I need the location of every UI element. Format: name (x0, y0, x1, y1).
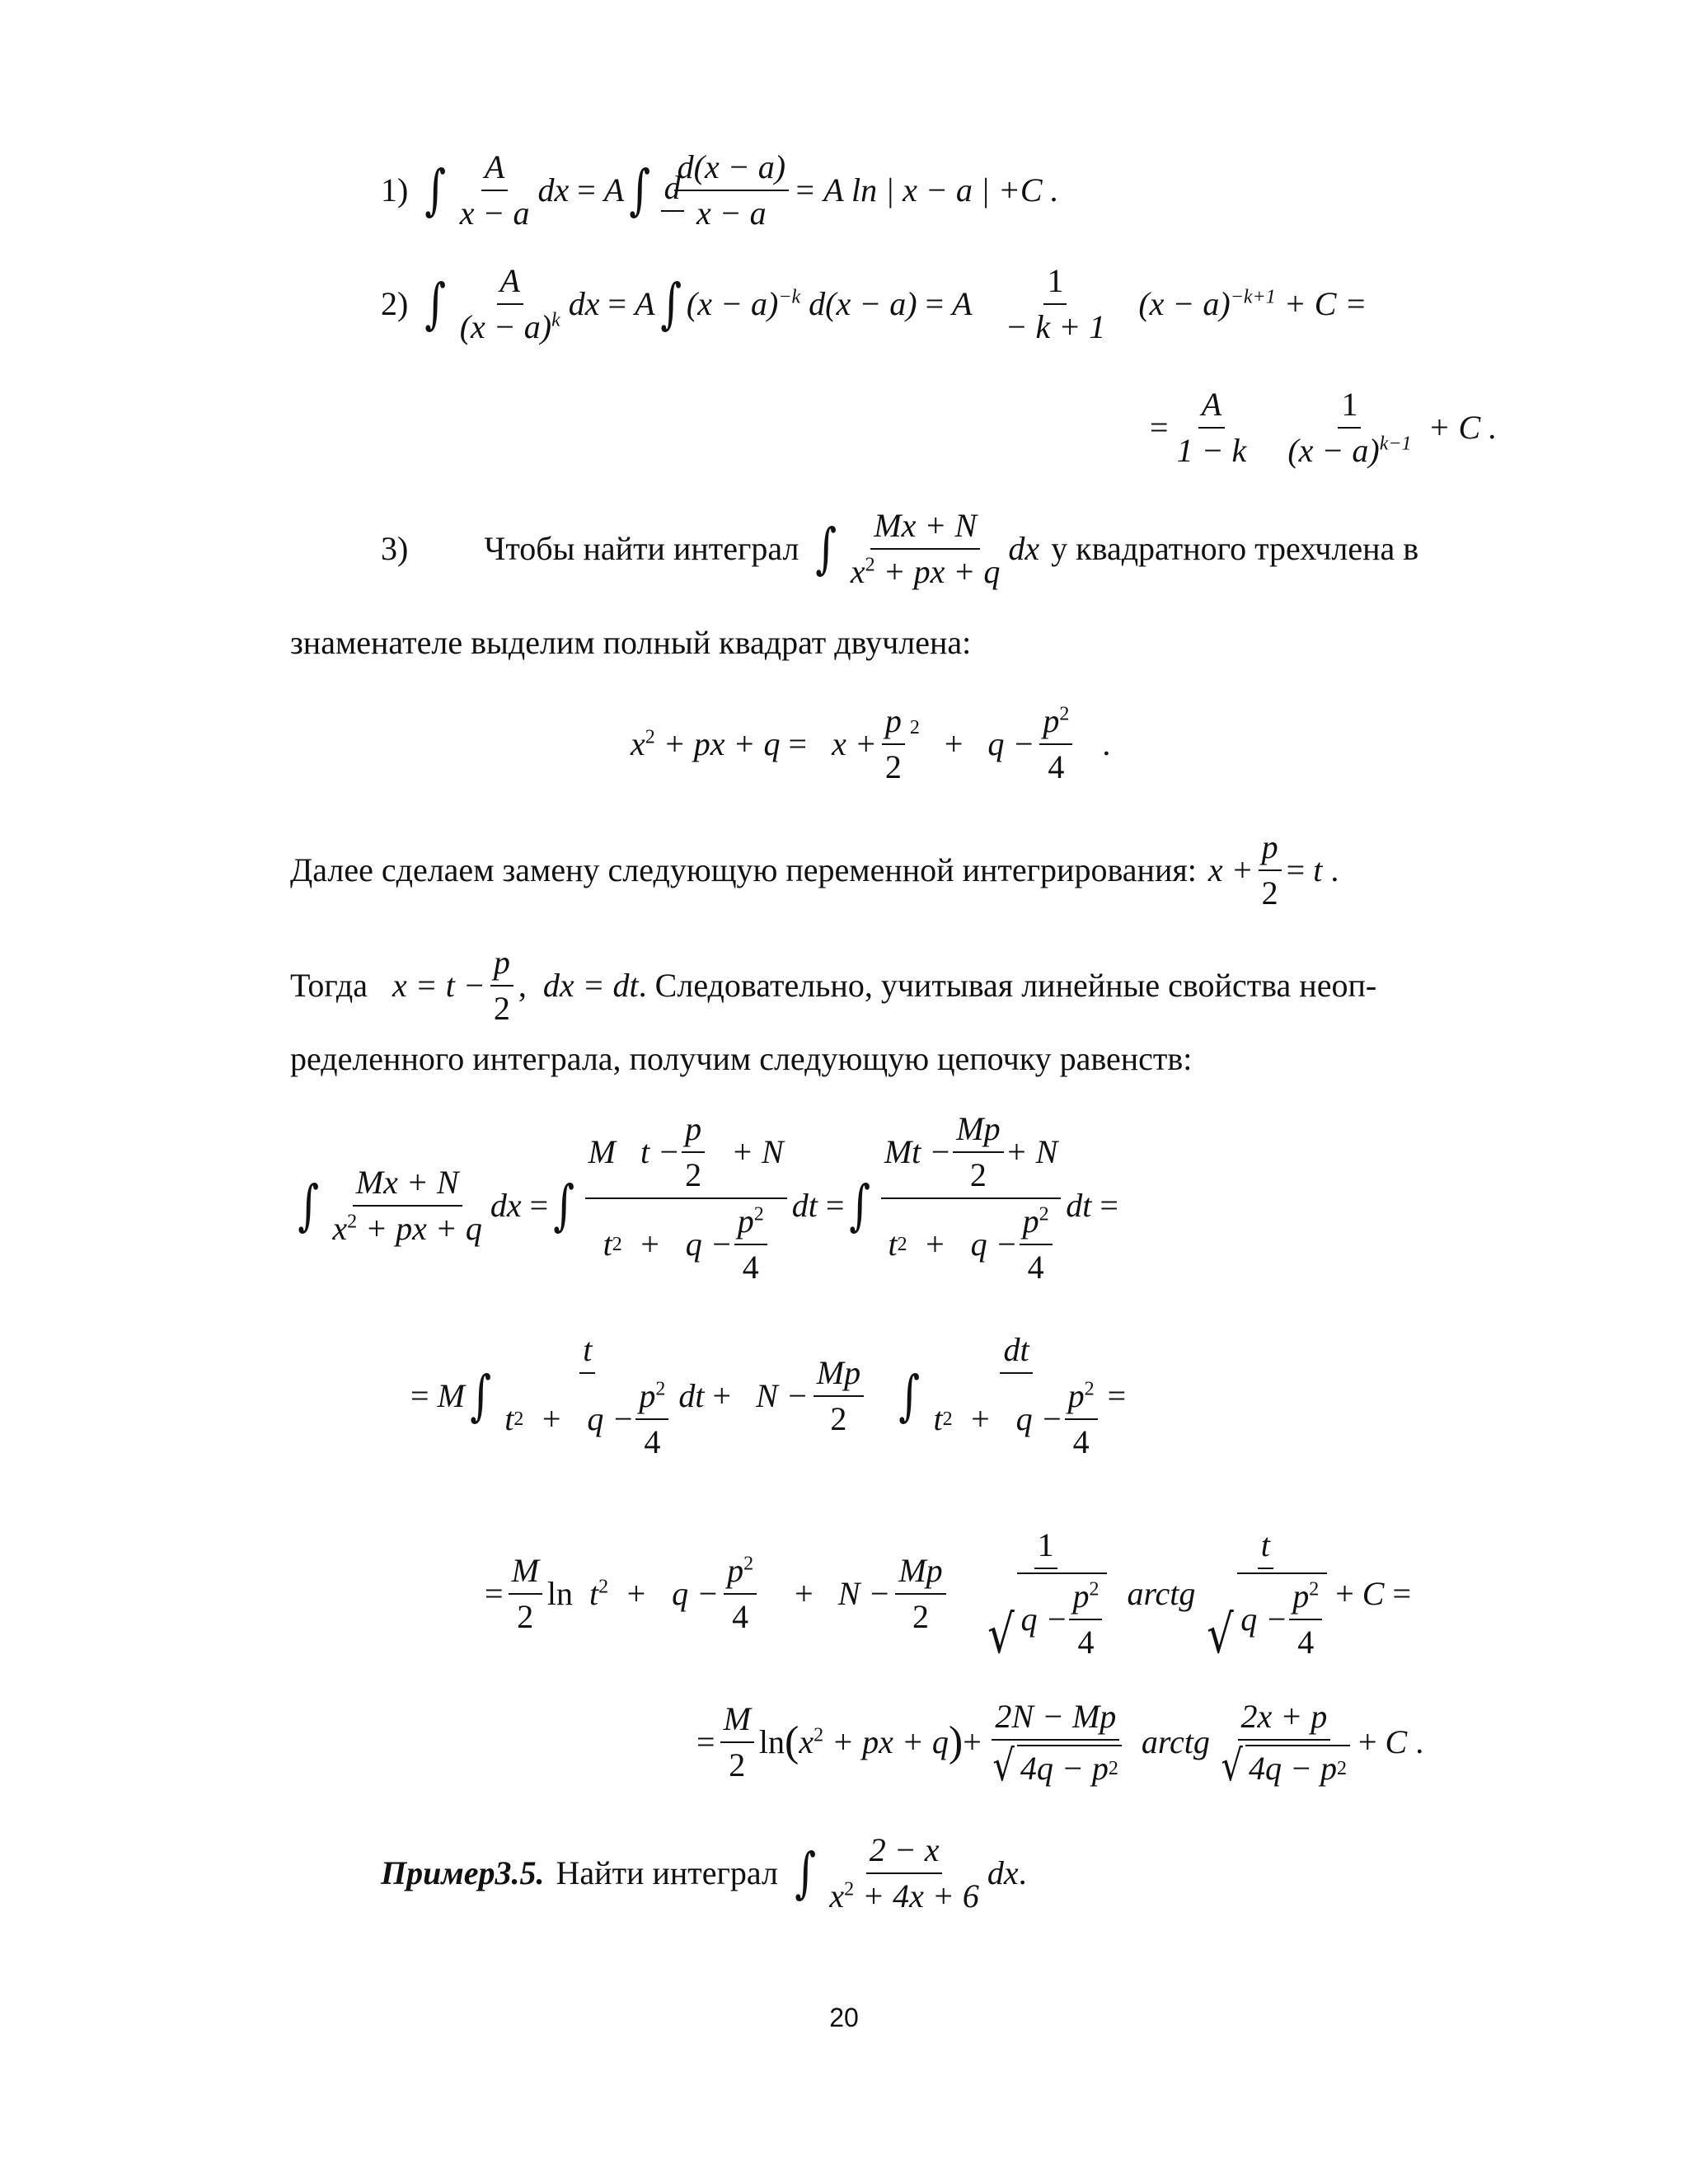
example-label: Пример3.5. (381, 1854, 545, 1891)
chain-line-1: ∫ $\frac{Mx + N}{x^2 + px + q}$ dx = ∫ M t − $\frac{p}{2}$ + N t 2 + q − $\frac{p^2}{4}$ dt = ∫ Mt − $\frac{Mp}{2}$ + N t 2 + q − $\frac{p^2}{4}$ dt = (298, 1110, 1118, 1286)
formula-item-1: 1) ∫ $\frac{A}{x - a}$ dx = A ∫ d $\frac{d(x - a)}{x - a}$ = A ln | x − a | +C . (381, 148, 1059, 232)
integral-sign: ∫ (424, 158, 447, 222)
then-text: . Следовательно, учитывая линейные свойства неоп- (638, 967, 1377, 1004)
example-3-5: Пример3.5. Найти интеграл ∫ $\frac{2 - x}{x^2 + 4x + 6}$ dx . (381, 1831, 1027, 1915)
item-3-paragraph: 3) Чтобы найти интеграл ∫ $\frac{Mx + N}{x^2 + px + q}$ dx у квадратного трехчлена в (381, 507, 1419, 590)
item-1-result: = A ln | x − a | +C . (794, 171, 1059, 209)
example-text: Найти интеграл (556, 1854, 778, 1891)
chain-line-4: = $\frac{M}{2}$ ln ( $x^2$ + px + q ) + 2N − Mp √ 4q − p 2 arctg 2x + p √ 4q − p 2 + C . (696, 1698, 1424, 1791)
item-3-after: у квадратного трехчлена в (1051, 530, 1419, 567)
fraction: $\frac{A}{x - a}$ (459, 148, 530, 232)
item-1-number: 1) (381, 171, 409, 209)
fraction: d (661, 169, 684, 212)
item-2-cont-tail: + C . (1428, 409, 1498, 446)
item-3-line-2: знаменателе выделим полный квадрат двучлена: (290, 624, 972, 661)
item-3-number: 3) (381, 530, 409, 567)
then-word: Тогда (290, 967, 368, 1004)
chain-line-3: = $\frac{M}{2}$ ln $t^2 + q$ − $\frac{p^2}{4}$ + N − $\frac{Mp}{2}$ 1 √ q − $\frac{p^2}{4}$ arctg t √ q − $\frac{p^2}{4}$ + C = (485, 1526, 1412, 1666)
substitution-text: Далее сделаем замену следующую переменной интегрирования: (290, 851, 1197, 888)
item-2-number: 2) (381, 285, 409, 322)
formula-item-2: 2) ∫ $\frac{A}{(x - a)^k}$ dx = A ∫ $(x - a)^{-k}$ d(x − a) = A $\frac{1}{- k + 1}$ $(x - a)^{-k+1}$ + C = (381, 262, 1367, 345)
formula-item-2-continuation: = $\frac{A}{1 - k}$ $\frac{1}{(x - a)^{k-1}}$ + C . (1150, 386, 1498, 469)
item-2-tail: + C = (1283, 285, 1367, 322)
chain-line-2: = M ∫ t t 2 + q − $\frac{p^2}{4}$ dt + N − $\frac{Mp}{2}$ ∫ dt t 2 + q − $\frac{p^2}{4}$ = (410, 1331, 1127, 1460)
integral-sign: ∫ (629, 158, 651, 222)
fraction: $\frac{d(x - a)}{x - a}$ (674, 148, 789, 232)
then-line: Тогда x = t − $\frac{p}{2}$ , dx = dt . Следовательно, учитывая линейные свойства неоп- (290, 944, 1377, 1027)
page-number: 20 (829, 2003, 859, 2032)
complete-square-formula: $x^2$ + px + q = x + $\frac{p}{2}$ 2 + q − $\frac{p^2}{4}$ . (631, 702, 1111, 785)
then-line-2: ределенного интеграла, получим следующую цепочку равенств: (290, 1040, 1193, 1077)
substitution-line: Далее сделаем замену следующую переменной интегрирования: x + $\frac{p}{2}$ = t . (290, 828, 1339, 912)
item-3-intro: Чтобы найти интеграл (484, 530, 799, 567)
